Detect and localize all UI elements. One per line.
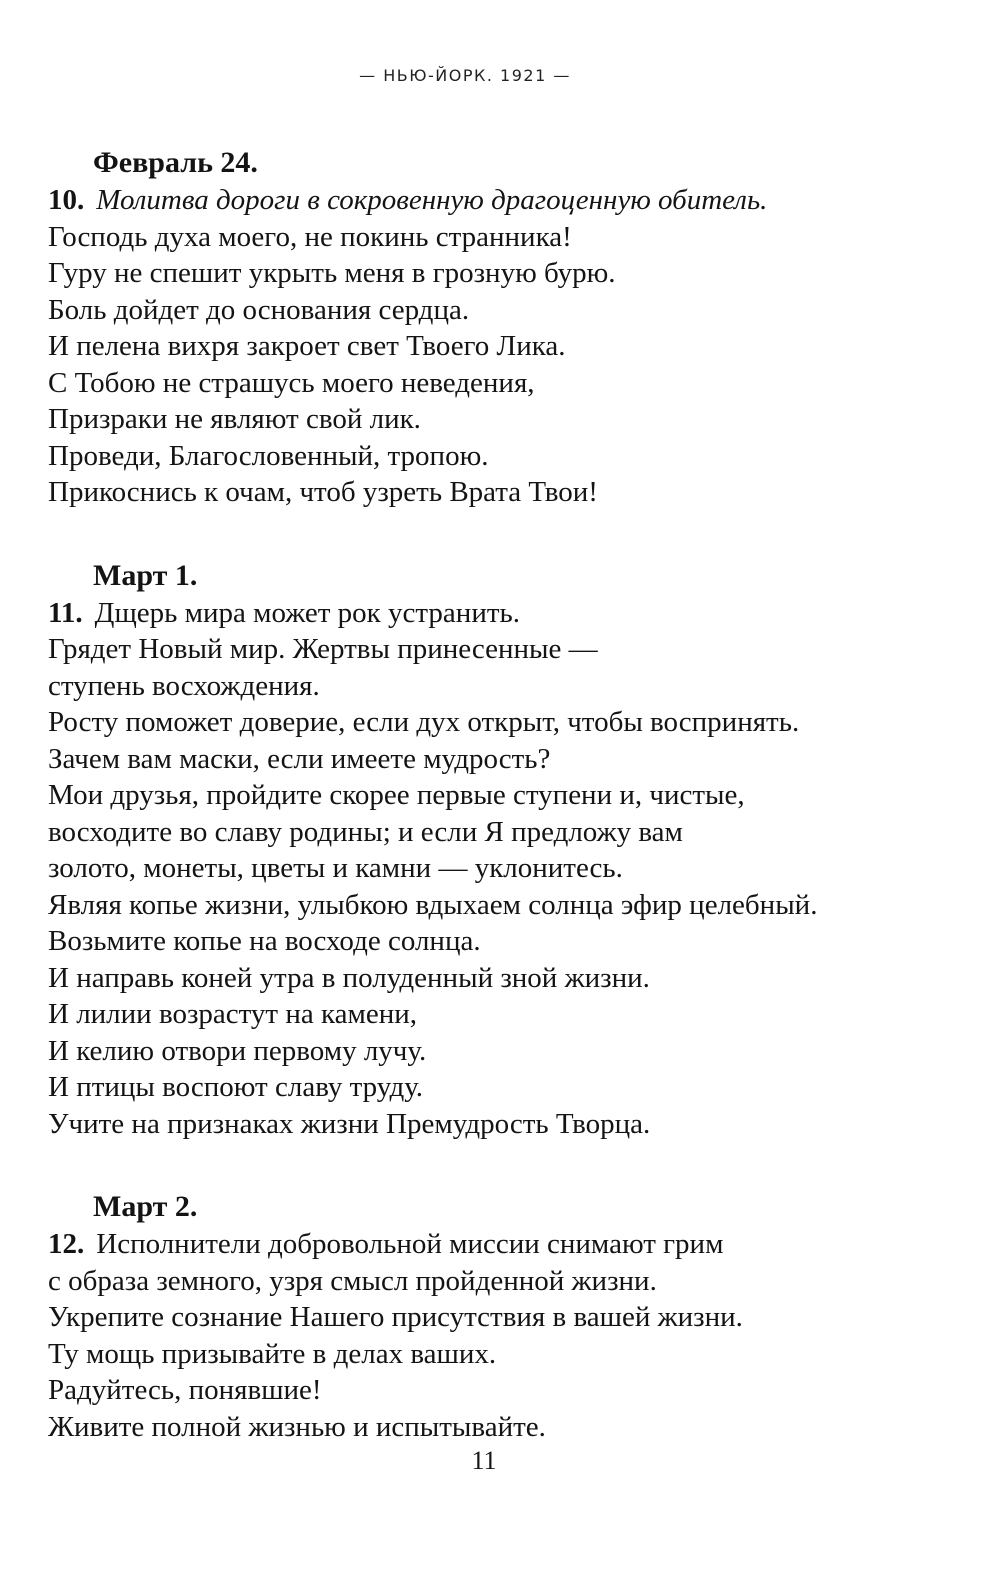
verse-line: Радуйтесь, понявшие! xyxy=(48,1374,322,1406)
verse-line: И келию отвори первому лучу. xyxy=(48,1034,427,1067)
entry-date: Март 2. xyxy=(93,1190,198,1223)
entry-first-line xyxy=(48,182,968,219)
entry-first-line xyxy=(48,1226,968,1263)
verse-line: Боль дойдет до основания сердца. xyxy=(48,293,470,326)
entry xyxy=(48,144,968,511)
verse-line: И направь коней утра в полуденный зной жизни. xyxy=(48,961,650,994)
entry xyxy=(48,1188,968,1445)
verse-line: Гуру не спешит укрыть меня в грозную бурю. xyxy=(48,257,616,289)
verse-line: ступень восхождения. xyxy=(48,669,320,702)
entry-number: 10. xyxy=(48,184,85,216)
verse-line: Мои друзья, пройдите скорее первые ступени и, чистые, xyxy=(48,779,745,811)
entry-date: Февраль 24. xyxy=(93,146,258,179)
entry-first-line xyxy=(48,595,968,632)
page-number: 11 xyxy=(471,1446,497,1475)
verse-line: Укрепите сознание Нашего присутствия в вашей жизни. xyxy=(48,1301,743,1333)
running-head: — НЬЮ-ЙОРК. 1921 — xyxy=(359,66,571,85)
verse-line: Призраки не являют свой лик. xyxy=(48,403,421,435)
verse-line: Ту мощь призывайте в делах ваших. xyxy=(48,1337,497,1370)
verse-line: восходите во славу родины; и если Я предложу вам xyxy=(48,815,683,848)
entry-number: 12. xyxy=(48,1228,85,1260)
verse-line: с образа земного, узря смысл пройденной жизни. xyxy=(48,1264,657,1297)
entry-first-line-text: Исполнители добровольной миссии снимают грим xyxy=(96,1228,724,1260)
verse-line: Господь духа моего, не покинь странника! xyxy=(48,220,572,253)
entry-first-line-text: Дщерь мира может рок устранить. xyxy=(94,596,520,629)
verse-line: Грядет Новый мир. Жертвы принесенные — xyxy=(48,633,598,665)
verse-line: Росту поможет доверие, если дух открыт, чтобы воспринять. xyxy=(48,706,800,738)
entry-date: Март 1. xyxy=(93,558,198,592)
verse-line: И птицы воспоют славу труду. xyxy=(48,1071,424,1103)
verse-line: золото, монеты, цветы и камни — уклонитесь. xyxy=(48,852,623,884)
entry-heading-text: Молитва дороги в сокровенную драгоценную обитель. xyxy=(96,184,768,216)
verse-line: С Тобою не страшусь моего неведения, xyxy=(48,366,535,399)
entry xyxy=(48,557,968,1143)
verse-line: И лилии возрастут на камени, xyxy=(48,998,418,1030)
verse-line: Проведи, Благословенный, тропою. xyxy=(48,439,489,472)
verse-line: Возьмите копье на восходе солнца. xyxy=(48,925,481,957)
verse-line: Живите полной жизнью и испытывайте. xyxy=(48,1410,546,1443)
verse-line: Зачем вам маски, если имеете мудрость? xyxy=(48,742,551,775)
page-body xyxy=(48,144,968,1491)
entry-number: 11. xyxy=(48,596,83,629)
verse-line: И пелена вихря закроет свет Твоего Лика. xyxy=(48,330,566,362)
verse-line: Учите на признаках жизни Премудрость Творца. xyxy=(48,1107,651,1140)
verse-line: Являя копье жизни, улыбкою вдыхаем солнца эфир целебный. xyxy=(48,888,818,921)
verse-line: Прикоснись к очам, чтоб узреть Врата Твои! xyxy=(48,476,598,508)
